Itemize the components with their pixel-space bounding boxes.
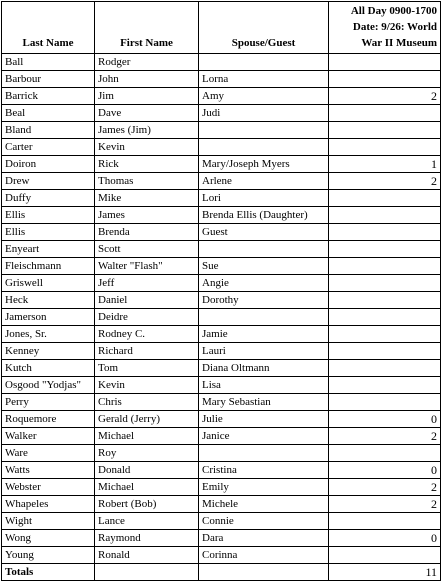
first-name-cell: James (Jim) [95, 122, 199, 139]
attendance-count-cell [329, 445, 441, 462]
attendance-count-cell [329, 326, 441, 343]
last-name-cell: Whapeles [2, 496, 95, 513]
first-name-cell: Chris [95, 394, 199, 411]
last-name-cell: Bland [2, 122, 95, 139]
last-name-cell: Jamerson [2, 309, 95, 326]
attendance-count-cell [329, 258, 441, 275]
last-name-cell: Griswell [2, 275, 95, 292]
attendance-count-cell [329, 377, 441, 394]
last-name-cell: Young [2, 547, 95, 564]
first-name-cell: Michael [95, 479, 199, 496]
spouse-guest-cell: Cristina [199, 462, 329, 479]
attendance-count-cell: 2 [329, 428, 441, 445]
attendance-count-cell [329, 139, 441, 156]
first-name-cell: Thomas [95, 173, 199, 190]
last-name-cell: Drew [2, 173, 95, 190]
spouse-guest-cell: Jamie [199, 326, 329, 343]
last-name-header: Last Name [2, 2, 95, 54]
last-name-cell: Ball [2, 54, 95, 71]
attendance-count-cell: 0 [329, 411, 441, 428]
last-name-cell: Beal [2, 105, 95, 122]
first-name-cell: Rodger [95, 54, 199, 71]
spouse-guest-cell: Dara [199, 530, 329, 547]
spouse-guest-cell: Emily [199, 479, 329, 496]
last-name-cell: Doiron [2, 156, 95, 173]
spouse-guest-cell: Brenda Ellis (Daughter) [199, 207, 329, 224]
last-name-cell: Ellis [2, 207, 95, 224]
table-row [2, 496, 441, 513]
first-name-cell: Raymond [95, 530, 199, 547]
spouse-guest-cell: Judi [199, 105, 329, 122]
spouse-guest-cell: Lorna [199, 71, 329, 88]
last-name-cell: Ellis [2, 224, 95, 241]
table-row [2, 445, 441, 462]
attendance-count-cell [329, 513, 441, 530]
last-name-cell: Fleischmann [2, 258, 95, 275]
totals-row [2, 564, 441, 581]
spouse-guest-cell: Angie [199, 275, 329, 292]
table-row [2, 530, 441, 547]
first-name-cell: Daniel [95, 292, 199, 309]
first-name-cell: James [95, 207, 199, 224]
table-row [2, 547, 441, 564]
table-row [2, 394, 441, 411]
spouse-guest-cell [199, 122, 329, 139]
table-row [2, 462, 441, 479]
first-name-cell: Donald [95, 462, 199, 479]
table-row [2, 241, 441, 258]
attendance-count-cell [329, 207, 441, 224]
attendance-count-cell [329, 71, 441, 88]
first-name-cell: Scott [95, 241, 199, 258]
attendance-count-cell: 2 [329, 479, 441, 496]
attendance-count-cell: 2 [329, 496, 441, 513]
first-name-cell: Kevin [95, 377, 199, 394]
first-name-cell: Tom [95, 360, 199, 377]
attendance-count-cell [329, 122, 441, 139]
spouse-guest-cell: Amy [199, 88, 329, 105]
first-name-cell: Walter "Flash" [95, 258, 199, 275]
table-row [2, 71, 441, 88]
attendance-count-cell [329, 360, 441, 377]
spouse-guest-cell: Lori [199, 190, 329, 207]
table-row [2, 411, 441, 428]
last-name-cell: Carter [2, 139, 95, 156]
first-name-cell: Roy [95, 445, 199, 462]
first-name-cell: Ronald [95, 547, 199, 564]
first-name-cell: Mike [95, 190, 199, 207]
spouse-guest-cell: Julie [199, 411, 329, 428]
attendance-count-cell [329, 343, 441, 360]
spouse-guest-cell: Guest [199, 224, 329, 241]
last-name-cell: Webster [2, 479, 95, 496]
last-name-cell: Wong [2, 530, 95, 547]
table-row [2, 105, 441, 122]
last-name-cell: Walker [2, 428, 95, 445]
last-name-cell: Watts [2, 462, 95, 479]
spouse-guest-cell: Arlene [199, 173, 329, 190]
attendance-count-cell [329, 241, 441, 258]
table-row [2, 275, 441, 292]
header-row [2, 2, 441, 54]
last-name-cell: Perry [2, 394, 95, 411]
table-row [2, 156, 441, 173]
table-row [2, 190, 441, 207]
table-row [2, 258, 441, 275]
table-row [2, 173, 441, 190]
last-name-cell: Barrick [2, 88, 95, 105]
first-name-cell: Rick [95, 156, 199, 173]
first-name-cell: Jim [95, 88, 199, 105]
first-name-cell: Brenda [95, 224, 199, 241]
spouse-guest-cell: Corinna [199, 547, 329, 564]
attendance-count-cell: 2 [329, 173, 441, 190]
spouse-guest-cell: Mary/Joseph Myers [199, 156, 329, 173]
spouse-guest-cell [199, 139, 329, 156]
totals-value: 11 [329, 564, 441, 581]
spouse-guest-cell: Connie [199, 513, 329, 530]
spouse-guest-cell: Michele [199, 496, 329, 513]
attendance-count-cell: 0 [329, 462, 441, 479]
attendance-count-cell: 2 [329, 88, 441, 105]
table-row [2, 224, 441, 241]
attendance-count-cell [329, 547, 441, 564]
table-row [2, 54, 441, 71]
table-row [2, 139, 441, 156]
first-name-cell: Gerald (Jerry) [95, 411, 199, 428]
attendance-count-cell [329, 394, 441, 411]
spouse-guest-cell: Sue [199, 258, 329, 275]
attendance-count-cell [329, 292, 441, 309]
table-row [2, 309, 441, 326]
table-row [2, 88, 441, 105]
first-name-cell: John [95, 71, 199, 88]
table-row [2, 292, 441, 309]
first-name-cell: Lance [95, 513, 199, 530]
first-name-cell: Jeff [95, 275, 199, 292]
totals-label: Totals [2, 564, 95, 581]
totals-empty-cell [199, 564, 329, 581]
attendance-count-cell [329, 309, 441, 326]
table-row [2, 428, 441, 445]
first-name-cell: Deidre [95, 309, 199, 326]
table-row [2, 207, 441, 224]
table-row [2, 326, 441, 343]
table-row [2, 377, 441, 394]
first-name-cell: Richard [95, 343, 199, 360]
spouse-guest-cell: Lisa [199, 377, 329, 394]
table-row [2, 479, 441, 496]
last-name-cell: Osgood "Yodjas" [2, 377, 95, 394]
spouse-guest-cell: Lauri [199, 343, 329, 360]
attendance-count-cell [329, 54, 441, 71]
spouse-guest-cell: Janice [199, 428, 329, 445]
first-name-header: First Name [95, 2, 199, 54]
attendance-count-cell: 0 [329, 530, 441, 547]
spouse-guest-cell: Dorothy [199, 292, 329, 309]
first-name-cell: Dave [95, 105, 199, 122]
spouse-guest-cell [199, 445, 329, 462]
first-name-cell: Robert (Bob) [95, 496, 199, 513]
attendance-count-cell [329, 105, 441, 122]
attendance-count-cell [329, 190, 441, 207]
spouse-guest-cell [199, 54, 329, 71]
event-header-line3: War II Museum [361, 37, 437, 49]
first-name-cell: Kevin [95, 139, 199, 156]
event-header-line2: Date: 9/26: World [352, 21, 437, 33]
last-name-cell: Jones, Sr. [2, 326, 95, 343]
attendance-count-cell [329, 224, 441, 241]
table-row [2, 122, 441, 139]
last-name-cell: Roquemore [2, 411, 95, 428]
first-name-cell: Rodney C. [95, 326, 199, 343]
last-name-cell: Wight [2, 513, 95, 530]
totals-empty-cell [95, 564, 199, 581]
event-header-line1: All Day 0900-1700 [350, 5, 437, 17]
spouse-guest-cell [199, 241, 329, 258]
attendee-table [1, 1, 441, 581]
last-name-cell: Ware [2, 445, 95, 462]
last-name-cell: Kenney [2, 343, 95, 360]
last-name-cell: Barbour [2, 71, 95, 88]
last-name-cell: Enyeart [2, 241, 95, 258]
attendance-count-cell: 1 [329, 156, 441, 173]
table-row [2, 513, 441, 530]
event-header [329, 2, 441, 54]
spouse-guest-cell: Mary Sebastian [199, 394, 329, 411]
last-name-cell: Duffy [2, 190, 95, 207]
attendance-count-cell [329, 275, 441, 292]
first-name-cell: Michael [95, 428, 199, 445]
table-row [2, 360, 441, 377]
last-name-cell: Heck [2, 292, 95, 309]
spouse-guest-cell: Diana Oltmann [199, 360, 329, 377]
last-name-cell: Kutch [2, 360, 95, 377]
table-row [2, 343, 441, 360]
spouse-guest-cell [199, 309, 329, 326]
spouse-guest-header: Spouse/Guest [199, 2, 329, 54]
